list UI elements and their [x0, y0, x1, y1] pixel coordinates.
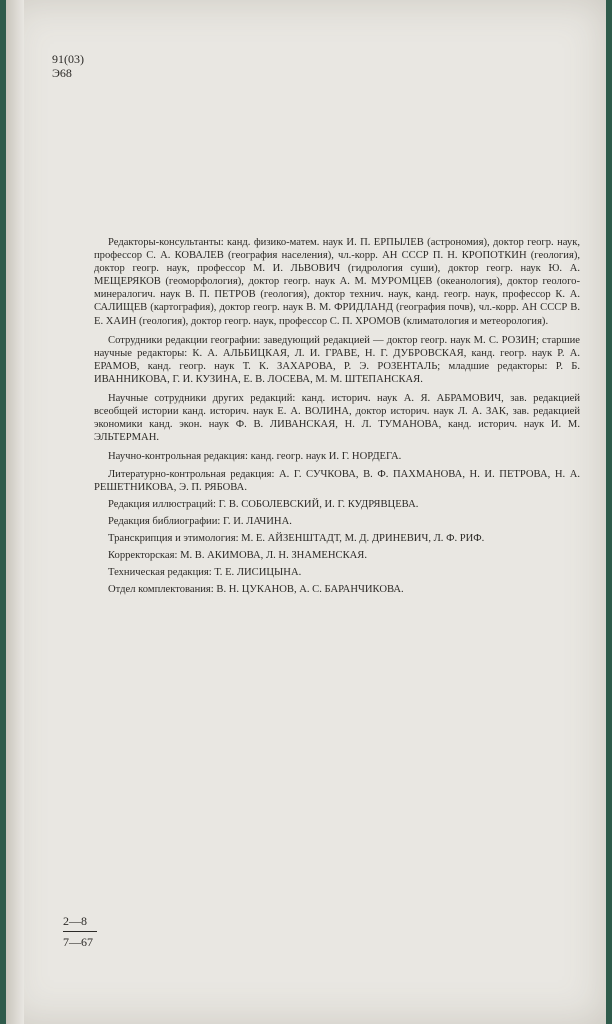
transcription-paragraph: Транскрипция и этимология: М. Е. АЙЗЕНШТАДТ, М. Д. ДРИНЕВИЧ, Л. Ф. РИФ.	[108, 532, 485, 544]
editorial-credits	[94, 236, 580, 600]
other-editorial-staff-paragraph: Научные сотрудники других редакций: канд. историч. наук А. Я. АБРАМОВИЧ, зав. редакцией всеобщей истории канд. историч. наук Е. А. ВОЛИНА, доктор историч. наук Л. А. ЗАК, зав. редакцией экономики канд. экон. наук Ф. В. ЛИВАНСКАЯ, Н. Л. ТУМАНОВА, канд. историч. наук И. М. ЭЛЬТЕРМАН.	[94, 393, 580, 444]
proofreading-paragraph: Корректорская: М. В. АКИМОВА, Л. Н. ЗНАМЕНСКАЯ.	[108, 549, 368, 561]
consultant-editors-paragraph: Редакторы-консультанты: канд. физико-матем. наук И. П. ЕРПЫЛЕВ (астрономия), доктор геогр. наук, профессор С. А. КОВАЛЕВ (география населения), чл.-корр. АН СССР П. Н. КРОПОТКИН (геология), доктор геогр. наук, профессор М. И. ЛЬВОВИЧ (гидрология суши), доктор геогр. наук Ю. А. МЕЩЕРЯКОВ (геоморфология), доктор геогр. наук А. М. МУРОМЦЕВ (океанология), доктор геолого-минералогич. наук В. П. ПЕТРОВ (геология), доктор технич. наук, канд. геогр. наук, профессор К. А. САЛИЩЕВ (картография), доктор геогр. наук В. М. ФРИДЛАНД (география почв), чл.-корр. АН СССР В. Е. ХАИН (геология), доктор геогр. наук, профессор С. П. ХРОМОВ (климатология и метеорология).	[94, 237, 580, 327]
science-control-paragraph: Научно-контрольная редакция: канд. геогр. наук И. Г. НОРДЕГА.	[108, 451, 402, 463]
geography-staff-paragraph: Сотрудники редакции географии: заведующий редакцией — доктор геогр. наук М. С. РОЗИН; старшие научные редакторы: К. А. АЛЬБИЦКАЯ, Л. И. ГРАВЕ, Н. Г. ДУБРОВСКАЯ, канд. геогр. наук Р. А. ЕРАМОВ, канд. геогр. наук Т. К. ЗАХАРОВА, Р. Э. РОЗЕНТАЛЬ; младшие редакторы: Р. Б. ИВАННИКОВА, Г. И. КУЗИНА, Е. В. ЛОСЕВА, М. М. ШТЕПАНСКАЯ.	[94, 334, 580, 385]
print-code-lower: 7—67	[63, 935, 93, 949]
bibliography-paragraph: Редакция библиографии: Г. И. ЛАЧИНА.	[108, 515, 292, 527]
literary-control-paragraph: Литературно-контрольная редакция: А. Г. СУЧКОВА, В. Ф. ПАХМАНОВА, Н. И. ПЕТРОВА, Н. А. РЕШЕТНИКОВА, Э. П. РЯБОВА.	[94, 468, 580, 493]
page-spine-shadow	[6, 0, 24, 1024]
library-mark: Э68	[52, 66, 72, 80]
udc-code: 91(03)	[52, 52, 84, 66]
udc-classification	[52, 52, 84, 80]
print-code-upper: 2—8	[63, 914, 87, 928]
book-page	[6, 0, 606, 1024]
technical-editing-paragraph: Техническая редакция: Т. Е. ЛИСИЦЫНА.	[108, 567, 302, 579]
print-codes	[63, 912, 97, 951]
acquisitions-paragraph: Отдел комплектования: В. Н. ЦУКАНОВ, А. С. БАРАНЧИКОВА.	[108, 584, 404, 596]
illustrations-paragraph: Редакция иллюстраций: Г. В. СОБОЛЕВСКИЙ, И. Г. КУДРЯВЦЕВА.	[108, 498, 419, 510]
fraction-rule	[63, 931, 97, 932]
